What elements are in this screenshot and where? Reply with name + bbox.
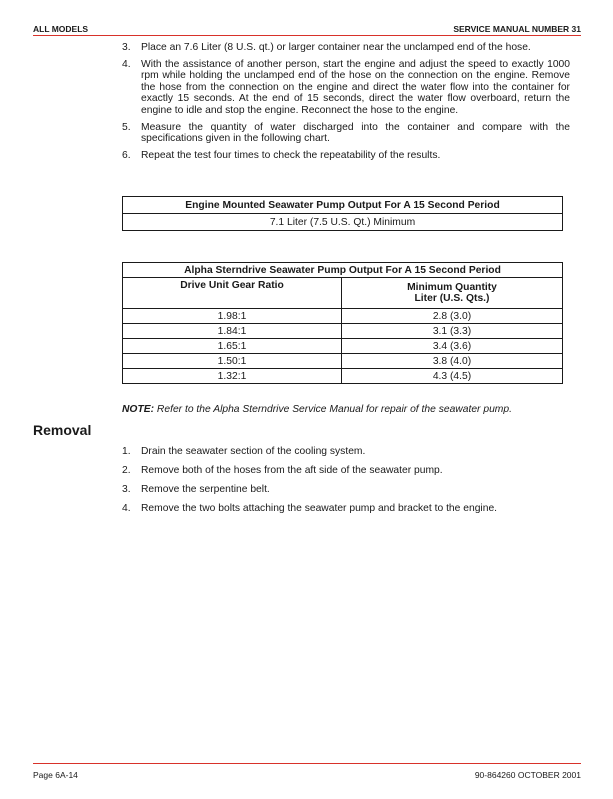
step-item xyxy=(122,59,570,117)
removal-steps xyxy=(122,446,570,522)
step-text: Place an 7.6 Liter (8 U.S. qt.) or larger container near the unclamped end of the hose. xyxy=(141,42,531,53)
note xyxy=(122,404,572,415)
page-footer xyxy=(33,770,581,782)
step-item xyxy=(122,484,570,496)
step-item xyxy=(122,150,570,162)
table-cell: 7.1 Liter (7.5 U.S. Qt.) Minimum xyxy=(123,214,563,231)
table-cell: 3.1 (3.3) xyxy=(342,324,563,339)
step-text: Repeat the test four times to check the repeatability of the results. xyxy=(141,149,441,161)
column-header-line: Liter (U.S. Qts.) xyxy=(414,293,490,304)
engine-pump-output-table xyxy=(122,196,563,231)
step-text: Measure the quantity of water discharged into the container and compare with the specifications given in the following chart. xyxy=(141,121,570,145)
step-item xyxy=(122,503,570,515)
step-text: Remove the two bolts attaching the seawater pump and bracket to the engine. xyxy=(141,503,498,515)
table-title: Alpha Sterndrive Seawater Pump Output For A 15 Second Period xyxy=(123,263,563,278)
table-cell: 2.8 (3.0) xyxy=(342,309,563,324)
table-title: Engine Mounted Seawater Pump Output For A 15 Second Period xyxy=(123,197,563,214)
table-cell: 1.32:1 xyxy=(123,369,342,384)
note-label: NOTE: xyxy=(122,404,155,415)
step-number: 1. xyxy=(122,446,131,457)
column-header: Drive Unit Gear Ratio xyxy=(123,278,342,309)
step-item xyxy=(122,465,570,477)
table-row xyxy=(123,354,563,369)
note-text: Refer to the Alpha Sterndrive Service Manual for repair of the seawater pump. xyxy=(156,404,512,415)
step-item xyxy=(122,122,570,145)
alpha-pump-output-table xyxy=(122,262,563,384)
table-cell: 1.65:1 xyxy=(123,339,342,354)
step-text: With the assistance of another person, start the engine and adjust the speed to exactly 1000 rpm while holding the unclamped end of the hose on the connection on the engine. Remove the hose from the connection on the engine and direct the water flow into the container for exactly 15 seconds. At the end of 15 seconds, direct the water flow overboard, return the engine to idle and stop the engine. Reconnect the hose to the engine. xyxy=(141,58,570,116)
table-row xyxy=(123,309,563,324)
step-number: 3. xyxy=(122,484,131,496)
table-row xyxy=(123,324,563,339)
table-row xyxy=(123,369,563,384)
document-id: 90-864260 OCTOBER 2001 xyxy=(474,770,581,780)
step-text: Remove the serpentine belt. xyxy=(141,484,270,496)
column-header-line: Minimum Quantity xyxy=(407,282,497,293)
table-cell: 1.50:1 xyxy=(123,354,342,369)
page-number: Page 6A-14 xyxy=(33,770,78,780)
step-item xyxy=(122,446,570,458)
step-item xyxy=(122,42,570,54)
step-number: 3. xyxy=(122,42,131,53)
table-cell: 4.3 (4.5) xyxy=(342,369,563,384)
table-cell: 3.8 (4.0) xyxy=(342,354,563,369)
step-number: 5. xyxy=(122,121,131,133)
step-number: 2. xyxy=(122,465,131,477)
step-number: 4. xyxy=(122,503,131,515)
table-cell: 3.4 (3.6) xyxy=(342,339,563,354)
table-row xyxy=(123,339,563,354)
header-rule xyxy=(33,35,581,36)
footer-rule xyxy=(33,763,581,764)
step-number: 4. xyxy=(122,58,131,70)
section-heading: Removal xyxy=(33,422,92,438)
step-text: Remove both of the hoses from the aft side of the seawater pump. xyxy=(141,465,443,477)
step-number: 6. xyxy=(122,149,131,161)
column-header xyxy=(342,278,563,309)
header-right: SERVICE MANUAL NUMBER 31 xyxy=(453,24,581,34)
procedure-steps xyxy=(122,42,570,166)
header-left: ALL MODELS xyxy=(33,24,89,34)
step-text: Drain the seawater section of the cooling system. xyxy=(141,446,366,457)
table-cell: 1.98:1 xyxy=(123,309,342,324)
table-cell: 1.84:1 xyxy=(123,324,342,339)
